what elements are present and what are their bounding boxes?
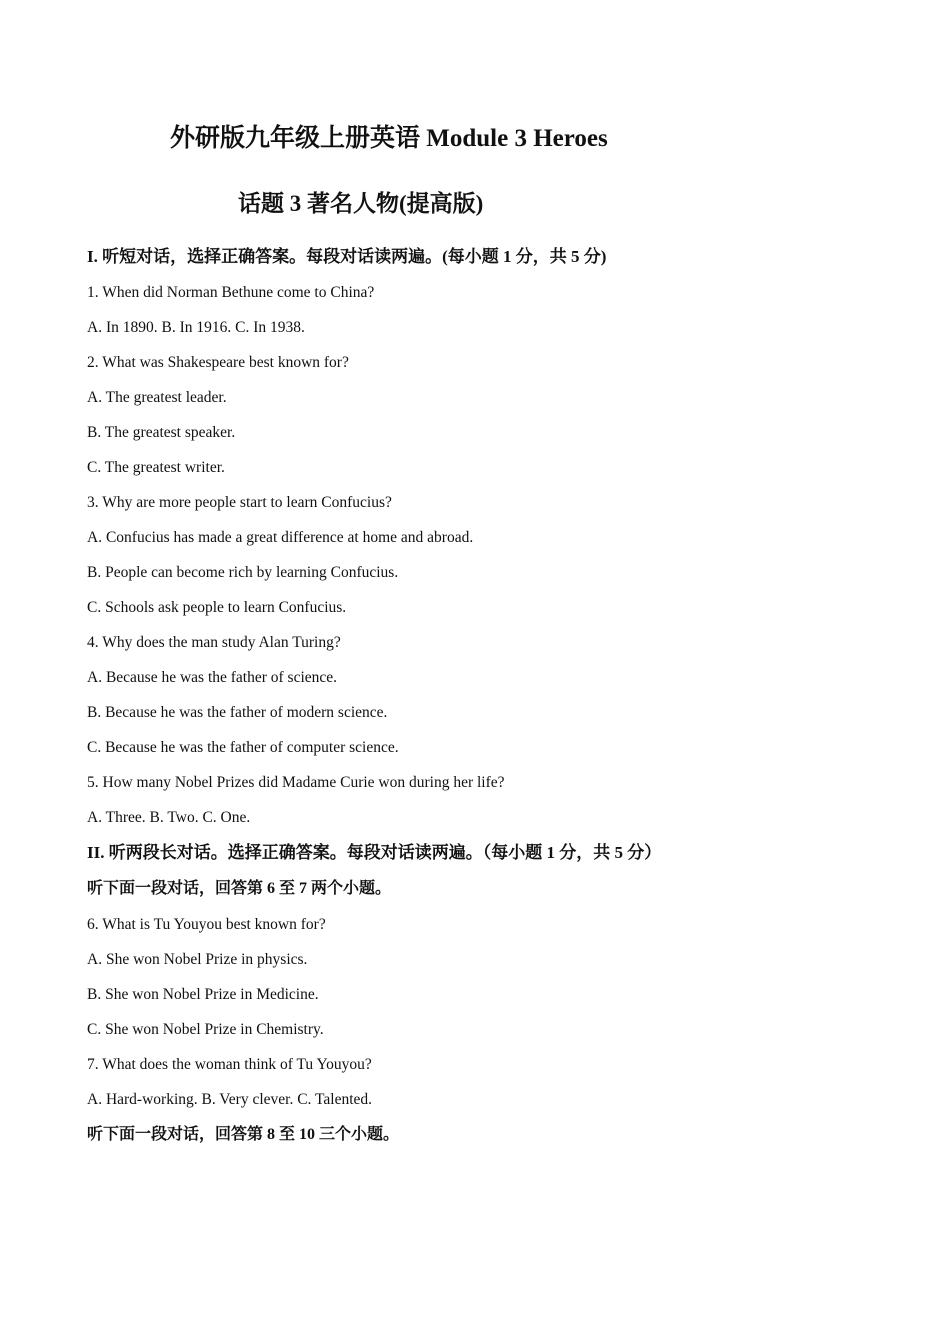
section-2-dialogue-2-instruction: 听下面一段对话，回答第 8 至 10 三个小题。 bbox=[87, 1126, 400, 1143]
question-4-option-b: B. Because he was the father of modern science. bbox=[87, 704, 388, 721]
question-3-option-c: C. Schools ask people to learn Confucius. bbox=[87, 599, 347, 616]
section-2-heading: II. 听两段长对话。选择正确答案。每段对话读两遍。（每小题 1 分，共 5 分） bbox=[87, 843, 662, 862]
question-2-option-c: C. The greatest writer. bbox=[87, 459, 225, 476]
question-5: 5. How many Nobel Prizes did Madame Curie won during her life? bbox=[87, 774, 505, 791]
question-2-option-a: A. The greatest leader. bbox=[87, 389, 227, 406]
question-2-option-b: B. The greatest speaker. bbox=[87, 424, 236, 441]
question-6: 6. What is Tu Youyou best known for? bbox=[87, 916, 326, 933]
question-7: 7. What does the woman think of Tu Youyou? bbox=[87, 1056, 372, 1073]
question-2: 2. What was Shakespeare best known for? bbox=[87, 354, 349, 371]
section-2-dialogue-1-instruction: 听下面一段对话，回答第 6 至 7 两个小题。 bbox=[87, 880, 392, 897]
question-3-option-a: A. Confucius has made a great difference at home and abroad. bbox=[87, 529, 474, 546]
question-6-option-a: A. She won Nobel Prize in physics. bbox=[87, 951, 308, 968]
question-6-option-b: B. She won Nobel Prize in Medicine. bbox=[87, 986, 319, 1003]
question-3: 3. Why are more people start to learn Confucius? bbox=[87, 494, 392, 511]
document-subtitle: 话题 3 著名人物(提高版) bbox=[238, 191, 484, 216]
question-1: 1. When did Norman Bethune come to China? bbox=[87, 284, 375, 301]
document-title: 外研版九年级上册英语 Module 3 Heroes bbox=[170, 125, 608, 152]
question-3-option-b: B. People can become rich by learning Confucius. bbox=[87, 564, 399, 581]
question-6-option-c: C. She won Nobel Prize in Chemistry. bbox=[87, 1021, 324, 1038]
question-1-options: A. In 1890. B. In 1916. C. In 1938. bbox=[87, 319, 305, 336]
question-4-option-c: C. Because he was the father of computer science. bbox=[87, 739, 399, 756]
question-4-option-a: A. Because he was the father of science. bbox=[87, 669, 338, 686]
section-1-heading: I. 听短对话，选择正确答案。每段对话读两遍。(每小题 1 分，共 5 分) bbox=[87, 247, 607, 266]
question-4: 4. Why does the man study Alan Turing? bbox=[87, 634, 341, 651]
question-7-options: A. Hard-working. B. Very clever. C. Talented. bbox=[87, 1091, 373, 1108]
question-5-options: A. Three. B. Two. C. One. bbox=[87, 809, 251, 826]
